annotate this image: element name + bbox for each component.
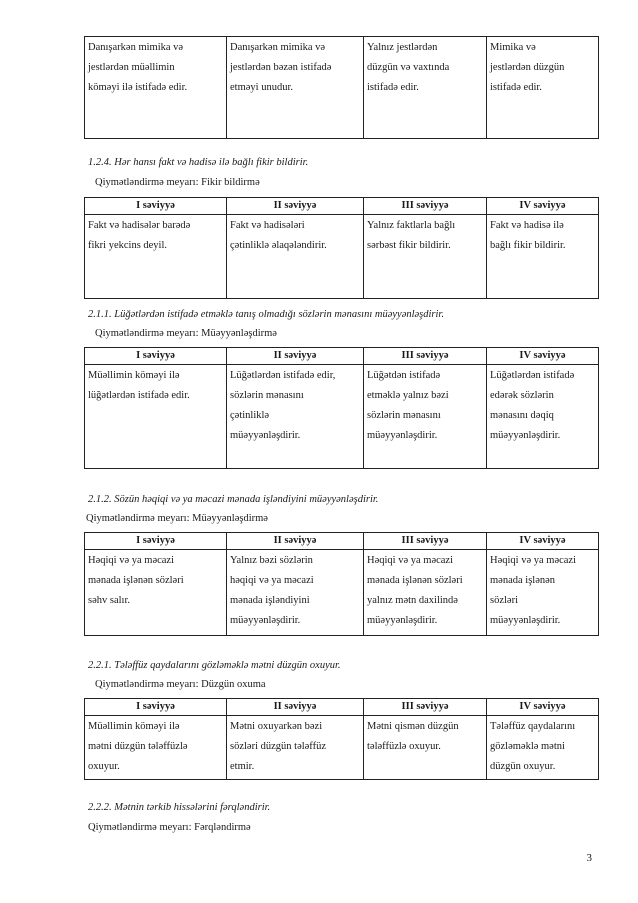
level-header: I səviyyə [85,198,227,215]
table-row [85,37,599,139]
level-header: II səviyyə [227,533,364,550]
table-cell: Tələffüz qaydalarını gözləməklə mətni düzgün oxuyur. [487,716,599,780]
level-header: IV səviyyə [487,198,599,215]
table-row [85,716,599,780]
level-header: I səviyyə [85,348,227,365]
section-heading: 2.1.2. Sözün həqiqi və ya məcazi mənada işləndiyini müəyyənləşdirir. [88,494,379,505]
table-row [85,550,599,636]
criteria-label: Qiymətləndirmə meyarı: Fərqləndirmə [88,822,251,833]
criteria-label: Qiymətləndirmə meyarı: Fikir bildirmə [95,177,260,188]
table-literal-figurative [84,532,599,636]
section-heading: 2.2.1. Tələffüz qaydalarını gözləməklə mətni düzgün oxuyur. [88,660,341,671]
level-header: IV səviyyə [487,348,599,365]
criteria-label: Qiymətləndirmə meyarı: Düzgün oxuma [95,679,266,690]
level-header: II səviyyə [227,348,364,365]
table-cell: Lüğətdən istifadə etməklə yalnız bəzi sözlərin mənasını müəyyənləşdirir. [364,365,487,469]
table-cell: Yalnız bəzi sözlərin həqiqi və ya məcazi mənada işləndiyini müəyyənləşdirir. [227,550,364,636]
table-cell: Fakt və hadisələri çətinliklə əlaqələndirir. [227,215,364,299]
table-cell: Mətni oxuyarkən bəzi sözləri düzgün tələffüz etmir. [227,716,364,780]
table-pronunciation [84,698,599,780]
table-cell: Mimika və jestlərdən düzgün istifadə edir. [487,37,599,139]
table-header-row [85,533,599,550]
table-cell: Mətni qismən düzgün tələffüzlə oxuyur. [364,716,487,780]
table-cell: Lüğətlərdən istifadə edir, sözlərin mənasını çətinliklə müəyyənləşdirir. [227,365,364,469]
level-header: II səviyyə [227,699,364,716]
table-cell: Yalnız jestlərdən düzgün və vaxtında istifadə edir. [364,37,487,139]
section-heading: 1.2.4. Hər hansı fakt və hadisə ilə bağlı fikir bildirir. [88,157,309,168]
page-number: 3 [586,852,592,864]
table-header-row [85,198,599,215]
section-heading: 2.1.1. Lüğətlərdən istifadə etməklə tanış olmadığı sözlərin mənasını müəyyənləşdirir. [88,309,444,320]
table-cell: Danışarkən mimika və jestlərdən bəzən istifadə etməyi unudur. [227,37,364,139]
table-cell: Müəllimin köməyi ilə lüğətlərdən istifadə edir. [85,365,227,469]
level-header: III səviyyə [364,198,487,215]
table-cell: Fakt və hadisə ilə bağlı fikir bildirir. [487,215,599,299]
table-cell: Həqiqi və ya məcazi mənada işlənən sözləri yalnız mətn daxilində müəyyənləşdirir. [364,550,487,636]
table-header-row [85,699,599,716]
level-header: III səviyyə [364,533,487,550]
table-cell: Müəllimin köməyi ilə mətni düzgün tələffüzlə oxuyur. [85,716,227,780]
section-heading: 2.2.2. Mətnin tərkib hissələrini fərqləndirir. [88,802,271,813]
table-dictionary [84,347,599,469]
table-cell: Danışarkən mimika və jestlərdən müəllimin köməyi ilə istifadə edir. [85,37,227,139]
table-row [85,215,599,299]
level-header: III səviyyə [364,348,487,365]
criteria-label: Qiymətləndirmə meyarı: Müəyyənləşdirmə [86,513,268,524]
table-row [85,365,599,469]
table-gestures [84,36,599,139]
level-header: IV səviyyə [487,699,599,716]
level-header: I səviyyə [85,533,227,550]
level-header: IV səviyyə [487,533,599,550]
table-cell: Həqiqi və ya məcazi mənada işlənən sözləri müəyyənləşdirir. [487,550,599,636]
table-cell: Yalnız faktlarla bağlı sərbəst fikir bildirir. [364,215,487,299]
table-header-row [85,348,599,365]
level-header: II səviyyə [227,198,364,215]
table-cell: Həqiqi və ya məcazi mənada işlənən sözləri səhv salır. [85,550,227,636]
criteria-label: Qiymətləndirmə meyarı: Müəyyənləşdirmə [95,328,277,339]
table-cell: Fakt və hadisələr barədə fikri yekcins deyil. [85,215,227,299]
table-cell: Lüğətlərdən istifadə edərək sözlərin mənasını dəqiq müəyyənləşdirir. [487,365,599,469]
level-header: I səviyyə [85,699,227,716]
level-header: III səviyyə [364,699,487,716]
table-opinion [84,197,599,299]
